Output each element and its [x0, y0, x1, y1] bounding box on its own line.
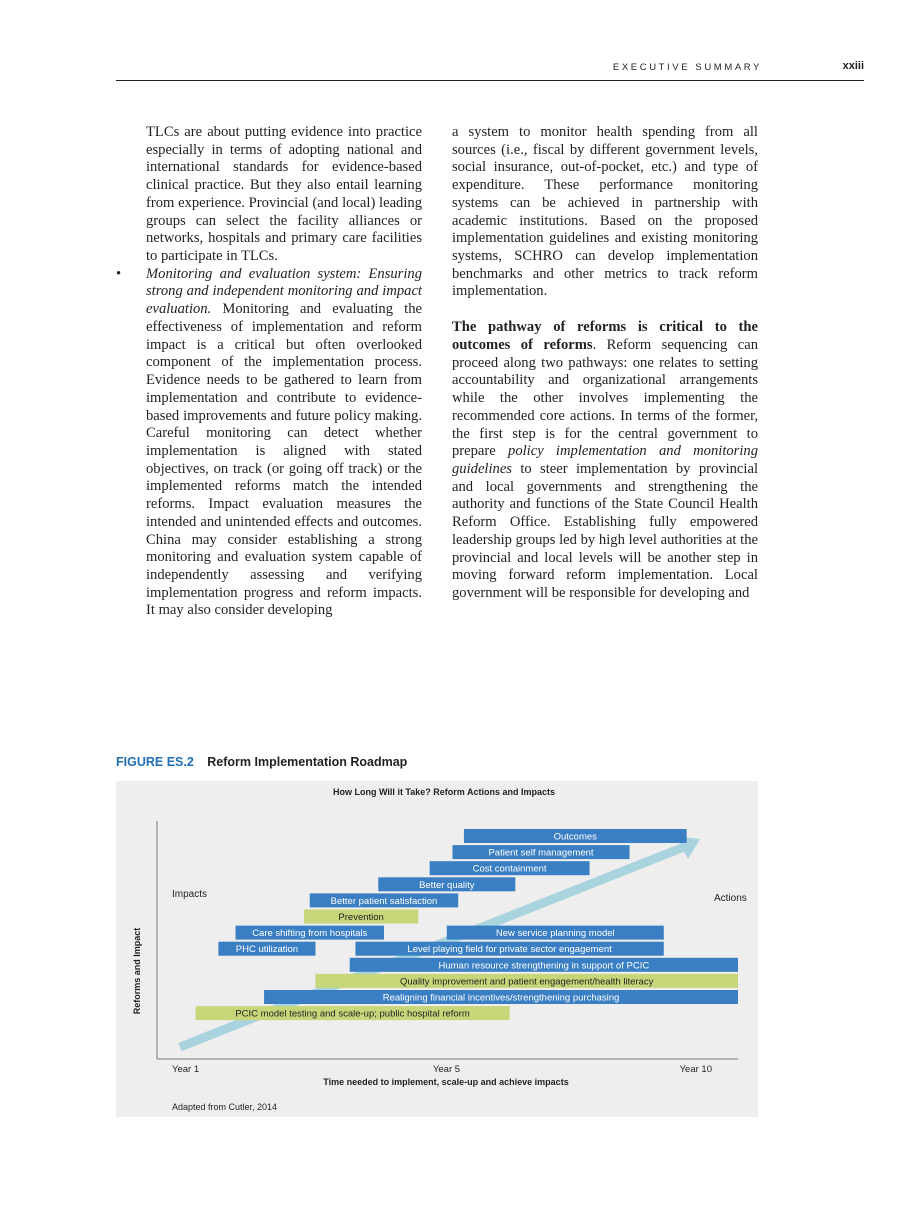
bullet-body: Monitoring and evaluating the effectiveness of implementation and reform impact is a critical but often overlooked component of the implementation process. Evidence needs to be gathered to learn from implementation and contribute to evidence-based improvements and future policy making. Careful monitoring can detect whether implementation is aligned with stated objectives, on track (or going off track) or the implemented reforms match the intended reforms. Impact evaluation measures the intended and unintended effects and outcomes. China may consider establishing a strong monitoring and evaluation system capable of independently assessing and verifying implementation progress and reform impacts. It may also consider developing [146, 301, 422, 619]
bar-quality-improvement-and-patient-engagement-health-literacy [315, 974, 738, 988]
bar-label: New service planning model [495, 928, 615, 940]
tlc-paragraph: TLCs are about putting evidence into practice especially in terms of adopting national and international standards for evidence-based clinical practice. But they also entail learning from experience. Provincial (and local) leading groups can select the facility alliances or networks, hospitals and primary care facilities to participate in TLCs. [146, 124, 422, 265]
bar-label: PHC utilization [235, 944, 299, 956]
roadmap-chart [116, 781, 758, 1117]
bar-better-patient-satisfaction [310, 893, 458, 907]
bar-phc-utilization [218, 942, 315, 956]
bar-label: Quality improvement and patient engagement/health literacy [399, 976, 654, 988]
bar-label: Better patient satisfaction [330, 895, 438, 907]
figure-caption [116, 755, 407, 769]
right-column [452, 124, 758, 603]
bar-prevention [304, 910, 418, 924]
bar-care-shifting-from-hospitals [236, 926, 384, 940]
bullet-icon: • [116, 265, 122, 282]
section-title: EXECUTIVE SUMMARY [612, 62, 762, 73]
bar-cost-containment [430, 861, 590, 875]
impacts-label: Impacts [172, 889, 208, 900]
page-number: xxiii [842, 60, 864, 72]
bar-new-service-planning-model [447, 926, 664, 940]
chart-title: How Long Will it Take? Reform Actions and Impacts [333, 787, 555, 797]
pathway-text-b: to steer implementation by provincial and local governments and strengthening the authority and functions of the State Council Health Reform Office. Establishing fully empowered leadership groups led by high level authorities at the provincial and local levels will be another step in moving forward reform implementation. Local government will be responsible for developing and [452, 460, 758, 601]
pathway-lead: The pathway of reforms is critical to the outcomes of reforms [452, 319, 758, 353]
roadmap-figure [116, 781, 758, 1117]
x-axis-label: Time needed to implement, scale-up and achieve impacts [323, 1077, 569, 1087]
bar-label: Prevention [338, 912, 384, 923]
bar-label: Care shifting from hospitals [252, 928, 368, 940]
bar-outcomes [464, 829, 687, 843]
pathway-text-a: . Reform sequencing can proceed along two pathways: one relates to setting accountability and organizational arrangements while the other involves implementing the recommended core actions. In terms of the former, the first step is for the central government to prepare [452, 336, 759, 460]
bar-patient-self-management [453, 845, 630, 859]
running-head [116, 58, 864, 81]
bar-realigning-financial-incentives-strengthening-purchasing [264, 990, 738, 1004]
bullet-heading: Monitoring and evaluation system: Ensuring strong and independent monitoring and impact evaluation. [146, 265, 422, 318]
monitoring-bullet [116, 265, 422, 620]
figure-title: Reform Implementation Roadmap [207, 755, 408, 769]
bar-better-quality [378, 877, 515, 891]
left-column [116, 124, 422, 620]
bar-label: PCIC model testing and scale-up; public hospital reform [235, 1008, 470, 1020]
bar-level-playing-field-for-private-sector-engagement [355, 942, 663, 956]
pathway-paragraph [452, 319, 758, 603]
figure-source: Adapted from Cutler, 2014 [172, 1102, 278, 1112]
pathway-guidelines: policy implementation and monitoring guidelines [452, 443, 758, 477]
bar-label: Better quality [419, 879, 475, 891]
bar-pcic-model-testing-and-scale-up-public-hospital-reform [196, 1006, 510, 1020]
bar-label: Level playing field for private sector engagement [407, 944, 612, 956]
x-tick-label: Year 5 [432, 1064, 461, 1075]
bar-label: Patient self management [488, 847, 594, 859]
figure-number: FIGURE ES.2 [116, 755, 194, 769]
x-tick-label: Year 10 [679, 1064, 712, 1075]
bar-label: Cost containment [472, 863, 547, 875]
monitoring-paragraph: a system to monitor health spending from all sources (i.e., fiscal by different government levels, social insurance, out-of-pocket, etc.) and type of expenditure. These performance monitoring systems can be achieved in partnership with academic institutions. Based on the proposed implementation guidelines and existing monitoring systems, SCHRO can develop implementation benchmarks and other metrics to track reform implementation. [452, 124, 758, 300]
bar-label: Realigning financial incentives/strengthening purchasing [382, 992, 620, 1004]
bar-human-resource-strengthening-in-support-of-pcic [350, 958, 738, 972]
bar-label: Human resource strengthening in support of PCIC [438, 960, 650, 972]
actions-label: Actions [714, 893, 747, 904]
bar-label: Outcomes [553, 831, 597, 843]
x-tick-label: Year 1 [172, 1064, 200, 1075]
y-axis-label: Reforms and Impact [132, 927, 142, 1015]
